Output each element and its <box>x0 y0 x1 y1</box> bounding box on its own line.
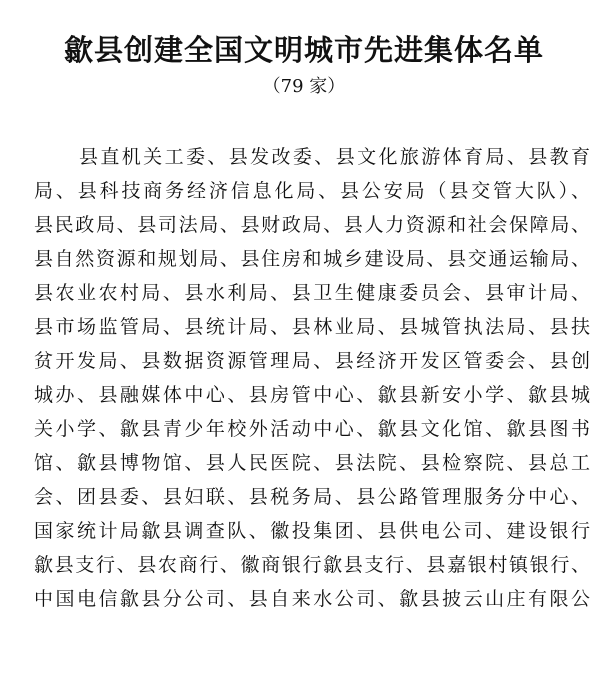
document-body <box>34 140 590 616</box>
body-line: 县直机关工委、县发改委、县文化旅游体育局、县教育 <box>79 146 590 168</box>
body-line: 县自然资源和规划局、县住房和城乡建设局、县交通运输局、 <box>34 248 590 270</box>
body-line: 会、团县委、县妇联、县税务局、县公路管理服务分中心、 <box>34 486 590 508</box>
body-line: 歙县支行、县农商行、徽商银行歙县支行、县嘉银村镇银行、 <box>34 554 590 576</box>
document-title: 歙县创建全国文明城市先进集体名单 <box>63 33 544 67</box>
body-line: 县市场监管局、县统计局、县林业局、县城管执法局、县扶 <box>34 316 590 338</box>
body-line: 关小学、歙县青少年校外活动中心、歙县文化馆、歙县图书 <box>34 418 590 440</box>
body-line: 中国电信歙县分公司、县自来水公司、歙县披云山庄有限公 <box>34 588 590 610</box>
body-line: 馆、歙县博物馆、县人民医院、县法院、县检察院、县总工 <box>34 452 590 474</box>
body-line: 国家统计局歙县调查队、徽投集团、县供电公司、建设银行 <box>34 520 590 542</box>
body-line: 城办、县融媒体中心、县房管中心、歙县新安小学、歙县城 <box>34 384 590 406</box>
document-subtitle: （79 家） <box>262 76 346 97</box>
body-line: 县农业农村局、县水利局、县卫生健康委员会、县审计局、 <box>34 282 590 304</box>
body-line: 贫开发局、县数据资源管理局、县经济开发区管委会、县创 <box>34 350 590 372</box>
body-line: 县民政局、县司法局、县财政局、县人力资源和社会保障局、 <box>34 214 590 236</box>
body-line: 局、县科技商务经济信息化局、县公安局（县交管大队）、 <box>34 180 590 202</box>
